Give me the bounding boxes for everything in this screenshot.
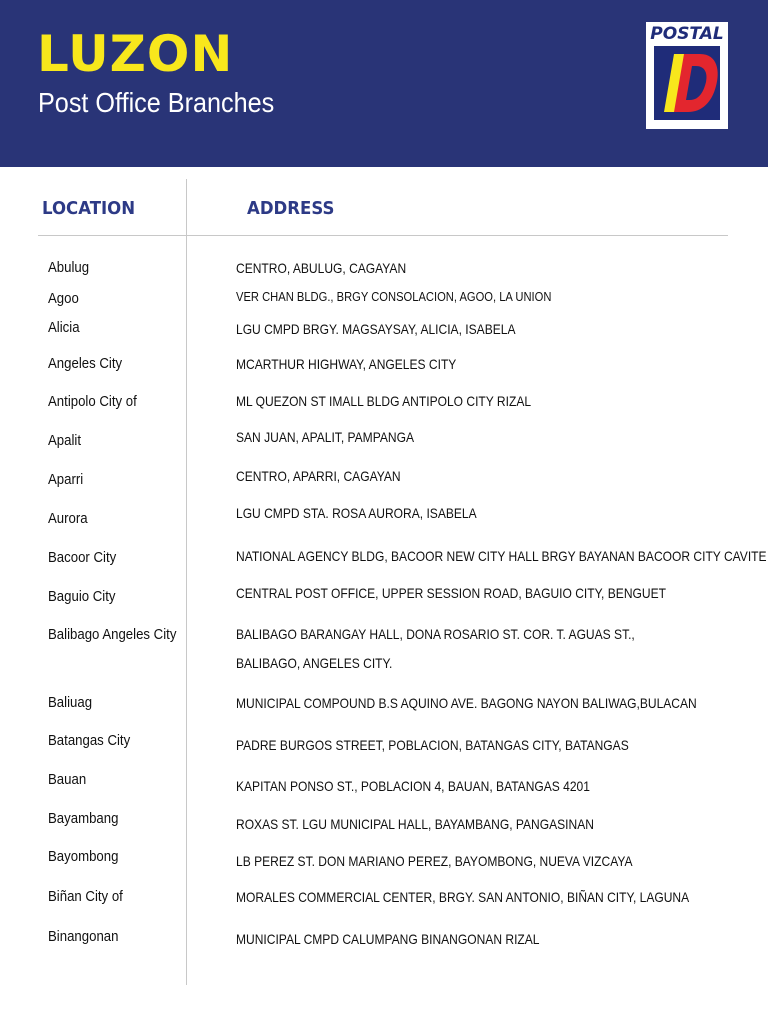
location-cell: Bacoor City (48, 549, 117, 566)
address-cell: CENTRAL POST OFFICE, UPPER SESSION ROAD, BAGUIO CITY, BENGUET (236, 585, 666, 601)
address-cell: CENTRO, APARRI, CAGAYAN (236, 468, 401, 484)
logo-postal-text: POSTAL (650, 24, 724, 44)
address-cell: VER CHAN BLDG., BRGY CONSOLACION, AGOO, LA UNION (236, 289, 552, 304)
location-cell: Aparri (48, 471, 84, 488)
address-cell: ROXAS ST. LGU MUNICIPAL HALL, BAYAMBANG, PANGASINAN (236, 816, 594, 832)
location-cell: Bayambang (48, 810, 119, 827)
address-cell: PADRE BURGOS STREET, POBLACION, BATANGAS CITY, BATANGAS (236, 737, 629, 753)
column-header-address: ADDRESS (247, 198, 335, 219)
page-title: LUZON (37, 25, 234, 83)
address-cell: LGU CMPD BRGY. MAGSAYSAY, ALICIA, ISABELA (236, 321, 516, 337)
address-cell: KAPITAN PONSO ST., POBLACION 4, BAUAN, BATANGAS 4201 (236, 778, 590, 794)
location-cell: Bayombong (48, 848, 119, 865)
address-cell: LGU CMPD STA. ROSA AURORA, ISABELA (236, 505, 477, 521)
header-rule (38, 235, 728, 236)
address-cell: LB PEREZ ST. DON MARIANO PEREZ, BAYOMBONG, NUEVA VIZCAYA (236, 853, 633, 869)
logo-id-text: ID (687, 118, 688, 119)
address-cell: MUNICIPAL COMPOUND B.S AQUINO AVE. BAGONG NAYON BALIWAG,BULACAN (236, 695, 697, 711)
page-header (0, 0, 768, 167)
location-cell: Apalit (48, 432, 82, 449)
logo-id-mark (654, 46, 720, 120)
postal-id-logo (646, 22, 728, 129)
column-header-location: LOCATION (42, 198, 136, 219)
page-subtitle: Post Office Branches (38, 87, 275, 118)
location-cell: Bauan (48, 771, 87, 788)
address-cell: MCARTHUR HIGHWAY, ANGELES CITY (236, 356, 457, 372)
address-cell: BALIBAGO BARANGAY HALL, DONA ROSARIO ST. COR. T. AGUAS ST., (236, 626, 635, 642)
address-cell: MUNICIPAL CMPD CALUMPANG BINANGONAN RIZAL (236, 931, 540, 947)
location-cell: Baliuag (48, 694, 93, 711)
address-cell: ML QUEZON ST IMALL BLDG ANTIPOLO CITY RIZAL (236, 393, 532, 409)
location-cell: Binangonan (48, 928, 119, 945)
location-cell: Baguio City (48, 588, 116, 605)
location-cell: Agoo (48, 290, 79, 307)
address-cell: CENTRO, ABULUG, CAGAYAN (236, 260, 407, 276)
location-cell: Antipolo City of (48, 393, 137, 410)
location-cell: Angeles City (48, 355, 123, 372)
location-cell: Abulug (48, 259, 90, 276)
column-divider (186, 179, 187, 985)
location-cell: Balibago Angeles City (48, 626, 177, 643)
location-cell: Alicia (48, 319, 80, 336)
location-cell: Biñan City of (48, 888, 123, 905)
location-cell: Aurora (48, 510, 88, 527)
address-cell: SAN JUAN, APALIT, PAMPANGA (236, 429, 414, 445)
address-cell-line2: BALIBAGO, ANGELES CITY. (236, 655, 393, 671)
location-cell: Batangas City (48, 732, 131, 749)
address-cell: NATIONAL AGENCY BLDG, BACOOR NEW CITY HALL BRGY BAYANAN BACOOR CITY CAVITE (236, 548, 767, 564)
address-cell: MORALES COMMERCIAL CENTER, BRGY. SAN ANTONIO, BIÑAN CITY, LAGUNA (236, 889, 690, 905)
